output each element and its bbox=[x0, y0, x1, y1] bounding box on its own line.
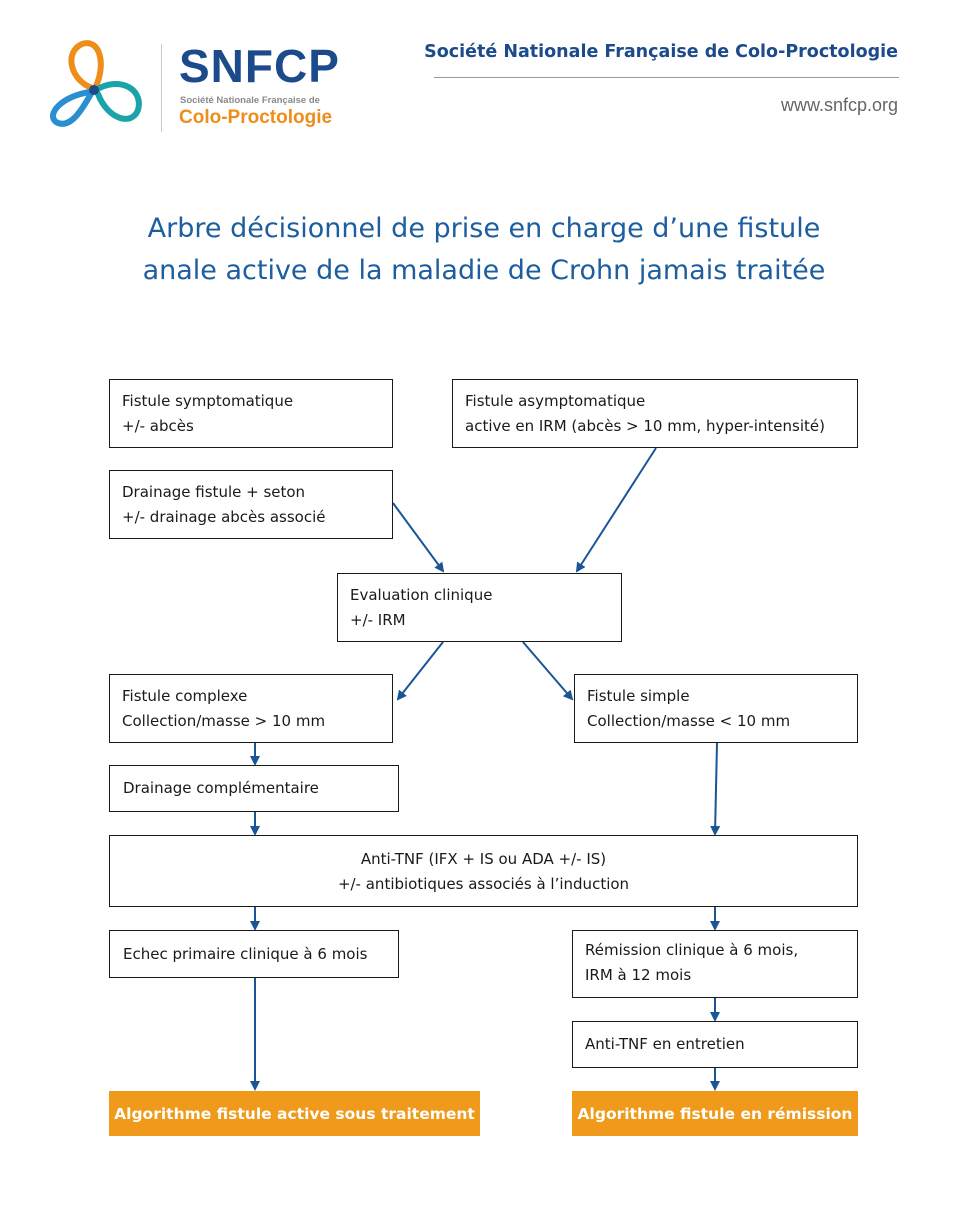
box-line: Fistule asymptomatique bbox=[465, 392, 646, 410]
algo-active-button[interactable]: Algorithme fistule active sous traitement bbox=[109, 1091, 480, 1136]
box-line: active en IRM (abcès > 10 mm, hyper-intensité) bbox=[465, 417, 825, 435]
algo-remission-button[interactable]: Algorithme fistule en rémission bbox=[572, 1091, 858, 1136]
box-anti-tnf-entretien bbox=[572, 1021, 858, 1068]
box-line: Collection/masse > 10 mm bbox=[122, 712, 326, 730]
box-echec-primaire bbox=[109, 930, 399, 978]
box-evaluation-clinique bbox=[337, 573, 622, 642]
box-line: +/- antibiotiques associés à l’induction bbox=[337, 875, 630, 893]
arrow-evaluation-to-complexe bbox=[398, 642, 443, 699]
title-line-2: anale active de la maladie de Crohn jamais traitée bbox=[142, 255, 826, 286]
arrow-asymptomatique-to-evaluation bbox=[577, 448, 656, 571]
box-line: Drainage complémentaire bbox=[123, 779, 319, 797]
box-line: Evaluation clinique bbox=[350, 586, 493, 604]
box-fistule-complexe bbox=[109, 674, 393, 743]
logo-name: SNFCP bbox=[179, 40, 340, 92]
website-link[interactable]: www.snfcp.org bbox=[780, 95, 898, 115]
arrow-simple-to-antitnf bbox=[715, 743, 717, 834]
box-fistule-simple bbox=[574, 674, 858, 743]
box-line: Fistule simple bbox=[587, 687, 690, 705]
box-line: Collection/masse < 10 mm bbox=[587, 712, 791, 730]
logo-subtitle-colo: Colo-Proctologie bbox=[179, 107, 333, 128]
box-drainage-complementaire bbox=[109, 765, 399, 812]
arrow-evaluation-to-simple bbox=[523, 642, 572, 699]
arrow-drainage-to-evaluation bbox=[393, 503, 443, 571]
organization-name: Société Nationale Française de Colo-Proctologie bbox=[424, 42, 898, 62]
box-line: Fistule complexe bbox=[122, 687, 248, 705]
box-line: Fistule symptomatique bbox=[122, 392, 294, 410]
box-line: Drainage fistule + seton bbox=[122, 483, 306, 501]
logo-subtitle: Société Nationale Française de bbox=[180, 95, 320, 106]
box-line: +/- drainage abcès associé bbox=[122, 508, 326, 526]
box-line: Anti-TNF en entretien bbox=[585, 1035, 745, 1053]
title-line-1: Arbre décisionnel de prise en charge d’une fistule bbox=[147, 213, 821, 244]
box-anti-tnf bbox=[109, 835, 858, 907]
box-line: +/- abcès bbox=[122, 417, 194, 435]
box-remission-clinique bbox=[572, 930, 858, 998]
box-line: Echec primaire clinique à 6 mois bbox=[123, 944, 368, 963]
box-line: IRM à 12 mois bbox=[585, 966, 692, 984]
box-fistule-asymptomatique bbox=[452, 379, 858, 448]
box-fistule-symptomatique bbox=[109, 379, 393, 448]
box-line: Rémission clinique à 6 mois, bbox=[585, 941, 799, 959]
box-drainage-seton bbox=[109, 470, 393, 539]
box-line: Anti-TNF (IFX + IS ou ADA +/- IS) bbox=[360, 850, 607, 868]
box-line: +/- IRM bbox=[350, 611, 406, 629]
